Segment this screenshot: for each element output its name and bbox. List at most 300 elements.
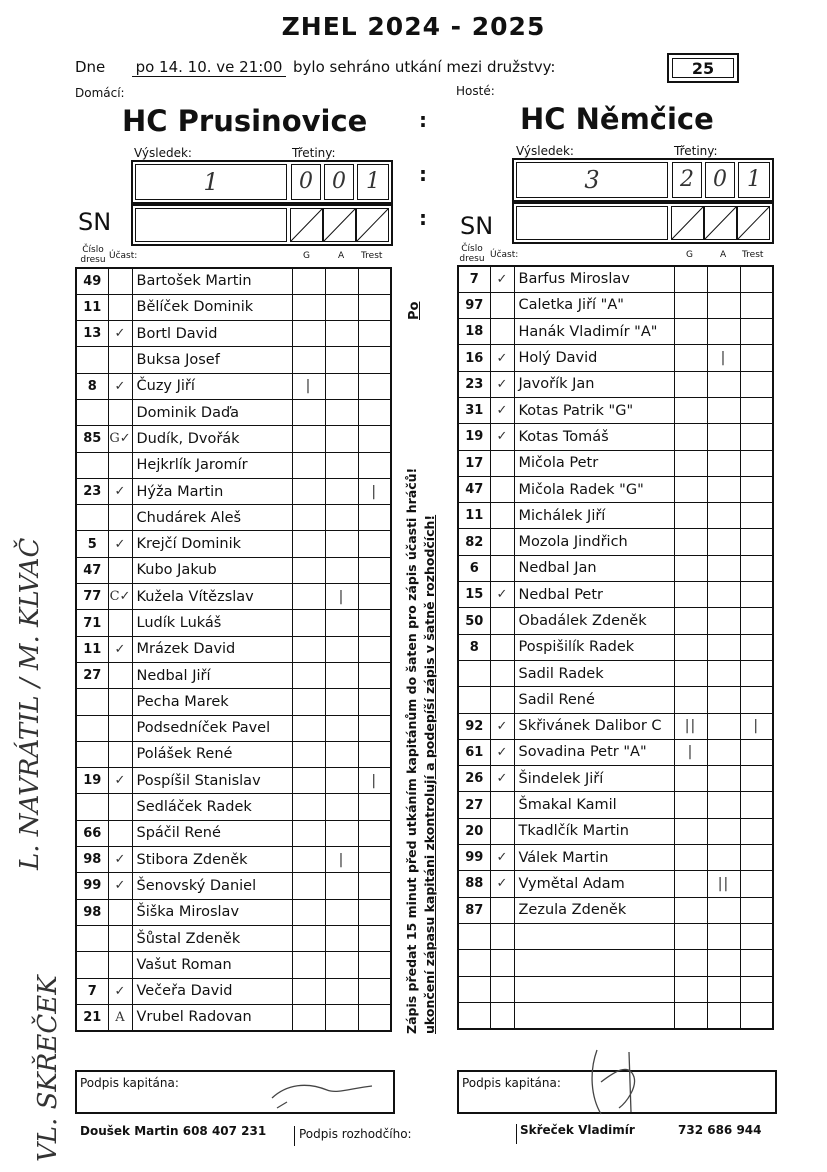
- home-player-assists[interactable]: [325, 399, 358, 425]
- home-player-assists[interactable]: |: [325, 847, 358, 873]
- home-player-penalty[interactable]: [358, 610, 391, 636]
- guest-player-name[interactable]: [514, 1002, 674, 1028]
- guest-player-goals[interactable]: [674, 976, 707, 1002]
- guest-player-goals[interactable]: [674, 687, 707, 713]
- guest-player-penalty[interactable]: [740, 923, 773, 949]
- home-player-penalty[interactable]: [358, 426, 391, 452]
- home-player-goals[interactable]: [292, 636, 325, 662]
- home-player-participation[interactable]: [108, 741, 132, 767]
- home-player-penalty[interactable]: [358, 899, 391, 925]
- guest-player-participation[interactable]: [490, 897, 514, 923]
- home-player-name[interactable]: Dudík, Dvořák: [132, 426, 292, 452]
- guest-player-name[interactable]: Sadil Radek: [514, 660, 674, 686]
- guest-player-penalty[interactable]: [740, 582, 773, 608]
- home-player-name[interactable]: Podsedníček Pavel: [132, 715, 292, 741]
- home-player-number[interactable]: 47: [76, 557, 108, 583]
- guest-player-goals[interactable]: |: [674, 739, 707, 765]
- match-number-box[interactable]: [667, 53, 739, 83]
- guest-player-number[interactable]: 7: [458, 266, 490, 292]
- home-player-assists[interactable]: [325, 557, 358, 583]
- guest-player-penalty[interactable]: |: [740, 713, 773, 739]
- guest-player-penalty[interactable]: [740, 766, 773, 792]
- guest-player-goals[interactable]: [674, 319, 707, 345]
- guest-player-number[interactable]: [458, 1002, 490, 1028]
- guest-player-assists[interactable]: [707, 450, 740, 476]
- guest-player-number[interactable]: 92: [458, 713, 490, 739]
- guest-player-participation[interactable]: ✓: [490, 266, 514, 292]
- guest-player-name[interactable]: Obadálek Zdeněk: [514, 608, 674, 634]
- guest-player-assists[interactable]: [707, 555, 740, 581]
- guest-player-participation[interactable]: [490, 529, 514, 555]
- guest-player-name[interactable]: Sadil René: [514, 687, 674, 713]
- home-player-participation[interactable]: ✓: [108, 636, 132, 662]
- home-player-assists[interactable]: [325, 925, 358, 951]
- home-player-penalty[interactable]: [358, 873, 391, 899]
- guest-player-participation[interactable]: ✓: [490, 371, 514, 397]
- home-player-goals[interactable]: [292, 952, 325, 978]
- home-player-number[interactable]: [76, 399, 108, 425]
- home-period-2[interactable]: [324, 164, 354, 200]
- guest-player-number[interactable]: 20: [458, 818, 490, 844]
- guest-player-assists[interactable]: [707, 397, 740, 423]
- home-player-number[interactable]: [76, 952, 108, 978]
- guest-player-goals[interactable]: [674, 266, 707, 292]
- guest-player-number[interactable]: [458, 976, 490, 1002]
- guest-player-name[interactable]: Mozola Jindřich: [514, 529, 674, 555]
- home-player-penalty[interactable]: [358, 715, 391, 741]
- home-player-participation[interactable]: [108, 268, 132, 294]
- home-player-goals[interactable]: [292, 820, 325, 846]
- home-player-name[interactable]: Bortl David: [132, 321, 292, 347]
- guest-sn-field[interactable]: [516, 206, 668, 240]
- guest-player-assists[interactable]: [707, 950, 740, 976]
- home-player-participation[interactable]: [108, 452, 132, 478]
- home-player-assists[interactable]: [325, 689, 358, 715]
- home-player-name[interactable]: Spáčil René: [132, 820, 292, 846]
- home-player-name[interactable]: Vrubel Radovan: [132, 1004, 292, 1030]
- guest-player-number[interactable]: 19: [458, 424, 490, 450]
- home-player-goals[interactable]: [292, 505, 325, 531]
- home-player-goals[interactable]: [292, 925, 325, 951]
- guest-player-assists[interactable]: [707, 713, 740, 739]
- home-player-goals[interactable]: [292, 873, 325, 899]
- guest-player-assists[interactable]: [707, 529, 740, 555]
- home-player-penalty[interactable]: [358, 689, 391, 715]
- home-player-participation[interactable]: [108, 899, 132, 925]
- guest-player-goals[interactable]: [674, 1002, 707, 1028]
- guest-player-name[interactable]: Tkadlčík Martin: [514, 818, 674, 844]
- home-player-participation[interactable]: ✓: [108, 478, 132, 504]
- guest-player-assists[interactable]: [707, 371, 740, 397]
- home-player-penalty[interactable]: [358, 531, 391, 557]
- guest-player-penalty[interactable]: [740, 266, 773, 292]
- guest-player-participation[interactable]: [490, 319, 514, 345]
- home-player-penalty[interactable]: [358, 584, 391, 610]
- home-player-number[interactable]: [76, 741, 108, 767]
- home-sn-box[interactable]: [131, 204, 393, 246]
- guest-player-assists[interactable]: [707, 319, 740, 345]
- guest-player-name[interactable]: Vymětal Adam: [514, 871, 674, 897]
- home-player-name[interactable]: Polášek René: [132, 741, 292, 767]
- guest-player-goals[interactable]: [674, 397, 707, 423]
- home-player-participation[interactable]: [108, 557, 132, 583]
- guest-player-name[interactable]: Skřivánek Dalibor C: [514, 713, 674, 739]
- home-player-name[interactable]: Šůstal Zdeněk: [132, 925, 292, 951]
- guest-player-assists[interactable]: [707, 634, 740, 660]
- guest-player-penalty[interactable]: [740, 634, 773, 660]
- home-player-name[interactable]: Večeřa David: [132, 978, 292, 1004]
- home-player-name[interactable]: Kubo Jakub: [132, 557, 292, 583]
- home-captain-sign-box[interactable]: [75, 1070, 395, 1114]
- home-player-assists[interactable]: [325, 636, 358, 662]
- home-player-name[interactable]: Hýža Martin: [132, 478, 292, 504]
- home-player-participation[interactable]: ✓: [108, 531, 132, 557]
- guest-player-penalty[interactable]: [740, 660, 773, 686]
- home-player-number[interactable]: 7: [76, 978, 108, 1004]
- home-period-1[interactable]: [291, 164, 321, 200]
- home-player-goals[interactable]: [292, 426, 325, 452]
- guest-player-assists[interactable]: [707, 608, 740, 634]
- guest-player-name[interactable]: Válek Martin: [514, 845, 674, 871]
- guest-player-goals[interactable]: [674, 582, 707, 608]
- guest-player-participation[interactable]: ✓: [490, 845, 514, 871]
- guest-player-number[interactable]: 11: [458, 503, 490, 529]
- home-player-participation[interactable]: [108, 610, 132, 636]
- guest-player-participation[interactable]: [490, 503, 514, 529]
- guest-player-name[interactable]: Sovadina Petr "A": [514, 739, 674, 765]
- guest-player-penalty[interactable]: [740, 897, 773, 923]
- guest-player-name[interactable]: Mičola Radek "G": [514, 476, 674, 502]
- guest-player-assists[interactable]: |: [707, 345, 740, 371]
- guest-player-participation[interactable]: [490, 292, 514, 318]
- guest-player-penalty[interactable]: [740, 292, 773, 318]
- guest-player-goals[interactable]: [674, 871, 707, 897]
- guest-player-number[interactable]: 17: [458, 450, 490, 476]
- guest-player-assists[interactable]: [707, 897, 740, 923]
- guest-player-goals[interactable]: [674, 608, 707, 634]
- guest-player-number[interactable]: [458, 687, 490, 713]
- guest-player-assists[interactable]: [707, 976, 740, 1002]
- home-player-number[interactable]: [76, 715, 108, 741]
- guest-player-participation[interactable]: ✓: [490, 424, 514, 450]
- guest-player-penalty[interactable]: [740, 687, 773, 713]
- home-player-assists[interactable]: [325, 768, 358, 794]
- guest-player-name[interactable]: Nedbal Jan: [514, 555, 674, 581]
- home-player-goals[interactable]: [292, 294, 325, 320]
- guest-player-name[interactable]: Michálek Jiří: [514, 503, 674, 529]
- guest-player-goals[interactable]: [674, 503, 707, 529]
- home-player-goals[interactable]: [292, 847, 325, 873]
- guest-player-participation[interactable]: ✓: [490, 739, 514, 765]
- home-player-number[interactable]: 77: [76, 584, 108, 610]
- home-player-penalty[interactable]: [358, 505, 391, 531]
- home-player-goals[interactable]: [292, 347, 325, 373]
- home-player-assists[interactable]: [325, 820, 358, 846]
- home-player-goals[interactable]: [292, 978, 325, 1004]
- guest-player-number[interactable]: 31: [458, 397, 490, 423]
- home-player-goals[interactable]: [292, 399, 325, 425]
- guest-player-participation[interactable]: [490, 687, 514, 713]
- home-player-number[interactable]: 66: [76, 820, 108, 846]
- guest-captain-sign-box[interactable]: [457, 1070, 777, 1114]
- guest-player-participation[interactable]: [490, 476, 514, 502]
- guest-player-assists[interactable]: [707, 766, 740, 792]
- home-player-assists[interactable]: [325, 873, 358, 899]
- guest-player-penalty[interactable]: [740, 529, 773, 555]
- guest-player-penalty[interactable]: [740, 792, 773, 818]
- home-player-assists[interactable]: [325, 426, 358, 452]
- home-player-name[interactable]: Pospíšil Stanislav: [132, 768, 292, 794]
- guest-player-name[interactable]: Šmakal Kamil: [514, 792, 674, 818]
- guest-player-participation[interactable]: [490, 976, 514, 1002]
- guest-player-number[interactable]: 87: [458, 897, 490, 923]
- guest-player-number[interactable]: 50: [458, 608, 490, 634]
- home-player-number[interactable]: [76, 925, 108, 951]
- guest-player-name[interactable]: Nedbal Petr: [514, 582, 674, 608]
- guest-player-penalty[interactable]: [740, 608, 773, 634]
- home-player-assists[interactable]: [325, 952, 358, 978]
- guest-player-name[interactable]: [514, 976, 674, 1002]
- home-player-assists[interactable]: [325, 741, 358, 767]
- home-result-field[interactable]: [135, 164, 287, 200]
- home-player-participation[interactable]: [108, 794, 132, 820]
- guest-player-penalty[interactable]: [740, 450, 773, 476]
- home-player-assists[interactable]: [325, 899, 358, 925]
- guest-player-assists[interactable]: [707, 818, 740, 844]
- guest-player-name[interactable]: Mičola Petr: [514, 450, 674, 476]
- home-sn-period-cells[interactable]: [290, 208, 390, 242]
- guest-player-number[interactable]: 15: [458, 582, 490, 608]
- guest-sn-box[interactable]: [512, 202, 774, 244]
- guest-player-goals[interactable]: [674, 345, 707, 371]
- guest-player-number[interactable]: 16: [458, 345, 490, 371]
- guest-player-penalty[interactable]: [740, 950, 773, 976]
- home-player-name[interactable]: Kužela Vítězslav: [132, 584, 292, 610]
- guest-player-goals[interactable]: [674, 476, 707, 502]
- home-player-name[interactable]: Vašut Roman: [132, 952, 292, 978]
- home-player-assists[interactable]: |: [325, 584, 358, 610]
- guest-player-number[interactable]: [458, 950, 490, 976]
- home-player-number[interactable]: 13: [76, 321, 108, 347]
- home-player-number[interactable]: 11: [76, 636, 108, 662]
- home-player-penalty[interactable]: [358, 847, 391, 873]
- home-player-goals[interactable]: [292, 452, 325, 478]
- home-player-number[interactable]: 27: [76, 662, 108, 688]
- guest-player-goals[interactable]: ||: [674, 713, 707, 739]
- home-player-assists[interactable]: [325, 610, 358, 636]
- home-player-name[interactable]: Šiška Miroslav: [132, 899, 292, 925]
- home-player-number[interactable]: [76, 452, 108, 478]
- home-player-name[interactable]: Buksa Josef: [132, 347, 292, 373]
- home-player-assists[interactable]: [325, 715, 358, 741]
- guest-player-assists[interactable]: [707, 687, 740, 713]
- home-player-goals[interactable]: [292, 268, 325, 294]
- guest-player-participation[interactable]: [490, 1002, 514, 1028]
- guest-player-penalty[interactable]: [740, 345, 773, 371]
- guest-player-penalty[interactable]: [740, 424, 773, 450]
- home-player-penalty[interactable]: |: [358, 478, 391, 504]
- home-player-number[interactable]: 5: [76, 531, 108, 557]
- guest-player-number[interactable]: [458, 923, 490, 949]
- home-player-penalty[interactable]: [358, 925, 391, 951]
- home-player-assists[interactable]: [325, 662, 358, 688]
- home-player-name[interactable]: Bělíček Dominik: [132, 294, 292, 320]
- home-player-assists[interactable]: [325, 268, 358, 294]
- guest-player-participation[interactable]: ✓: [490, 766, 514, 792]
- guest-player-assists[interactable]: [707, 792, 740, 818]
- home-player-assists[interactable]: [325, 505, 358, 531]
- guest-player-assists[interactable]: [707, 476, 740, 502]
- guest-player-goals[interactable]: [674, 766, 707, 792]
- home-player-participation[interactable]: [108, 505, 132, 531]
- home-player-goals[interactable]: [292, 794, 325, 820]
- guest-player-goals[interactable]: [674, 529, 707, 555]
- guest-player-name[interactable]: Caletka Jiří "A": [514, 292, 674, 318]
- guest-player-participation[interactable]: ✓: [490, 713, 514, 739]
- guest-player-penalty[interactable]: [740, 503, 773, 529]
- guest-player-assists[interactable]: [707, 582, 740, 608]
- guest-result-field[interactable]: [516, 162, 668, 198]
- home-player-participation[interactable]: [108, 715, 132, 741]
- guest-player-penalty[interactable]: [740, 319, 773, 345]
- home-player-number[interactable]: 49: [76, 268, 108, 294]
- guest-sn-period-cells[interactable]: [671, 206, 771, 240]
- home-player-assists[interactable]: [325, 347, 358, 373]
- home-player-number[interactable]: 19: [76, 768, 108, 794]
- guest-player-participation[interactable]: ✓: [490, 345, 514, 371]
- home-player-number[interactable]: [76, 689, 108, 715]
- guest-player-number[interactable]: 47: [458, 476, 490, 502]
- guest-player-participation[interactable]: [490, 608, 514, 634]
- home-player-number[interactable]: 11: [76, 294, 108, 320]
- home-player-number[interactable]: [76, 505, 108, 531]
- home-player-number[interactable]: 85: [76, 426, 108, 452]
- guest-player-number[interactable]: 23: [458, 371, 490, 397]
- home-sn-field[interactable]: [135, 208, 287, 242]
- guest-player-assists[interactable]: [707, 424, 740, 450]
- home-player-name[interactable]: Dominik Daďa: [132, 399, 292, 425]
- guest-player-number[interactable]: [458, 660, 490, 686]
- home-player-goals[interactable]: [292, 741, 325, 767]
- home-player-goals[interactable]: |: [292, 373, 325, 399]
- home-player-goals[interactable]: [292, 715, 325, 741]
- home-player-penalty[interactable]: |: [358, 768, 391, 794]
- home-player-number[interactable]: 98: [76, 899, 108, 925]
- guest-player-participation[interactable]: [490, 818, 514, 844]
- home-player-penalty[interactable]: [358, 741, 391, 767]
- home-player-penalty[interactable]: [358, 347, 391, 373]
- home-player-assists[interactable]: [325, 794, 358, 820]
- guest-player-name[interactable]: Hanák Vladimír "A": [514, 319, 674, 345]
- guest-player-name[interactable]: Zezula Zdeněk: [514, 897, 674, 923]
- guest-player-assists[interactable]: [707, 739, 740, 765]
- home-player-name[interactable]: Nedbal Jiří: [132, 662, 292, 688]
- home-player-name[interactable]: Ludík Lukáš: [132, 610, 292, 636]
- home-player-number[interactable]: [76, 347, 108, 373]
- guest-player-goals[interactable]: [674, 292, 707, 318]
- home-player-participation[interactable]: [108, 399, 132, 425]
- guest-player-penalty[interactable]: [740, 397, 773, 423]
- home-player-name[interactable]: Chudárek Aleš: [132, 505, 292, 531]
- home-player-number[interactable]: 8: [76, 373, 108, 399]
- home-player-penalty[interactable]: [358, 321, 391, 347]
- home-player-participation[interactable]: [108, 925, 132, 951]
- home-player-penalty[interactable]: [358, 373, 391, 399]
- home-player-participation[interactable]: [108, 952, 132, 978]
- home-player-name[interactable]: Šenovský Daniel: [132, 873, 292, 899]
- home-player-assists[interactable]: [325, 373, 358, 399]
- guest-player-goals[interactable]: [674, 950, 707, 976]
- home-player-number[interactable]: 99: [76, 873, 108, 899]
- home-player-assists[interactable]: [325, 294, 358, 320]
- home-period-3[interactable]: [357, 164, 389, 200]
- guest-player-assists[interactable]: ||: [707, 871, 740, 897]
- home-player-number[interactable]: 71: [76, 610, 108, 636]
- home-player-goals[interactable]: [292, 557, 325, 583]
- home-player-penalty[interactable]: [358, 1004, 391, 1030]
- home-player-goals[interactable]: [292, 531, 325, 557]
- guest-player-participation[interactable]: ✓: [490, 397, 514, 423]
- guest-player-penalty[interactable]: [740, 555, 773, 581]
- guest-player-participation[interactable]: ✓: [490, 582, 514, 608]
- guest-player-penalty[interactable]: [740, 739, 773, 765]
- guest-player-penalty[interactable]: [740, 976, 773, 1002]
- guest-player-assists[interactable]: [707, 845, 740, 871]
- home-player-number[interactable]: [76, 794, 108, 820]
- guest-result-box[interactable]: [512, 158, 774, 202]
- guest-player-participation[interactable]: [490, 555, 514, 581]
- guest-player-number[interactable]: 97: [458, 292, 490, 318]
- guest-player-participation[interactable]: [490, 950, 514, 976]
- home-player-participation[interactable]: C✓: [108, 584, 132, 610]
- guest-player-participation[interactable]: [490, 450, 514, 476]
- home-player-penalty[interactable]: [358, 399, 391, 425]
- guest-player-goals[interactable]: [674, 923, 707, 949]
- guest-player-name[interactable]: Javořík Jan: [514, 371, 674, 397]
- guest-player-name[interactable]: Holý David: [514, 345, 674, 371]
- guest-player-participation[interactable]: [490, 660, 514, 686]
- guest-player-name[interactable]: [514, 950, 674, 976]
- home-player-assists[interactable]: [325, 478, 358, 504]
- home-player-penalty[interactable]: [358, 952, 391, 978]
- home-player-name[interactable]: Pecha Marek: [132, 689, 292, 715]
- home-player-penalty[interactable]: [358, 557, 391, 583]
- home-player-penalty[interactable]: [358, 268, 391, 294]
- home-player-participation[interactable]: [108, 662, 132, 688]
- home-player-name[interactable]: Bartošek Martin: [132, 268, 292, 294]
- home-player-name[interactable]: Hejkrlík Jaromír: [132, 452, 292, 478]
- guest-player-assists[interactable]: [707, 923, 740, 949]
- home-player-penalty[interactable]: [358, 636, 391, 662]
- guest-player-name[interactable]: Pospišilík Radek: [514, 634, 674, 660]
- home-player-name[interactable]: Sedláček Radek: [132, 794, 292, 820]
- guest-player-goals[interactable]: [674, 424, 707, 450]
- guest-player-number[interactable]: 82: [458, 529, 490, 555]
- home-player-assists[interactable]: [325, 531, 358, 557]
- guest-player-penalty[interactable]: [740, 371, 773, 397]
- home-player-participation[interactable]: ✓: [108, 978, 132, 1004]
- guest-period-2[interactable]: [705, 162, 735, 198]
- guest-player-number[interactable]: 18: [458, 319, 490, 345]
- guest-period-1[interactable]: [672, 162, 702, 198]
- guest-player-penalty[interactable]: [740, 476, 773, 502]
- guest-player-assists[interactable]: [707, 503, 740, 529]
- home-player-penalty[interactable]: [358, 820, 391, 846]
- guest-player-participation[interactable]: [490, 634, 514, 660]
- home-player-goals[interactable]: [292, 899, 325, 925]
- home-player-penalty[interactable]: [358, 452, 391, 478]
- home-player-participation[interactable]: [108, 347, 132, 373]
